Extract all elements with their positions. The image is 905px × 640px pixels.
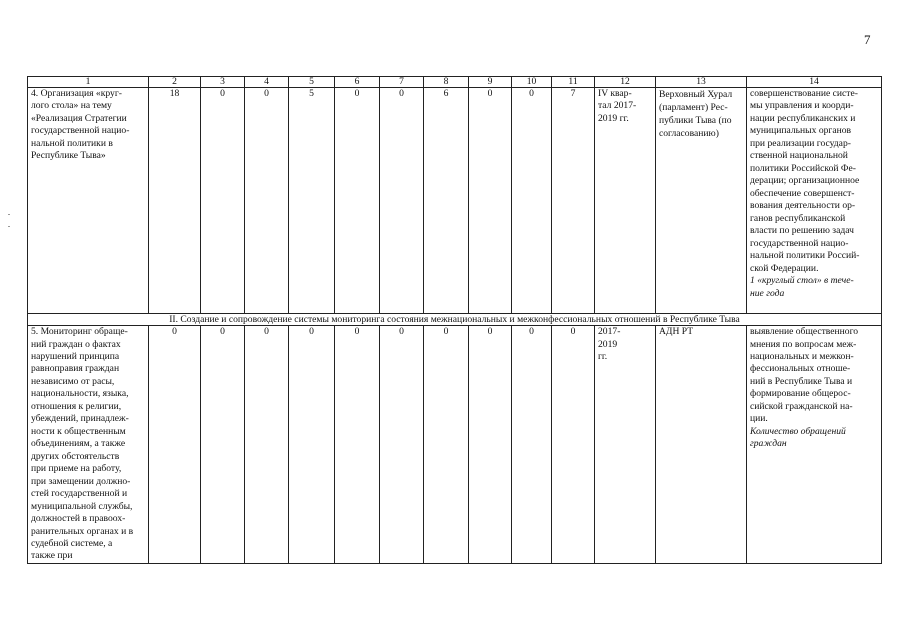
result-text: при реализации государ- — [750, 137, 851, 149]
event-text: 4. Организация «круг- — [31, 88, 122, 99]
column-number: 7 — [380, 77, 424, 88]
value-cell: 0 — [380, 88, 424, 314]
event-text: независимо от расы, — [31, 375, 115, 387]
result-text: формирование общерос- — [750, 388, 851, 400]
result-text: власти по решению задач — [750, 225, 854, 237]
executor-text: согласованию) — [659, 128, 719, 139]
result-text: мнения по вопросам меж- — [750, 338, 857, 350]
event-text: государственной нацио- — [31, 125, 130, 137]
event-text: национальности, языка, — [31, 388, 129, 400]
column-number-row — [28, 77, 882, 88]
scan-artifact — [8, 226, 10, 227]
executor-cell — [656, 326, 747, 564]
column-number: 14 — [747, 77, 882, 88]
event-text: при приеме на работу, — [31, 463, 122, 475]
period-cell — [595, 88, 656, 314]
value-cell: 5 — [289, 88, 335, 314]
indicator-text: Количество обращений — [750, 425, 846, 437]
page-number: 7 — [864, 32, 871, 47]
event-text: равноправия граждан — [31, 363, 120, 375]
result-text: политики Российской Фе- — [750, 162, 856, 174]
result-cell — [747, 326, 882, 564]
value-cell: 0 — [469, 88, 512, 314]
scan-artifact — [8, 214, 10, 215]
event-text: нальной политики в — [31, 137, 113, 149]
event-text: ний граждан о фактах — [31, 338, 121, 350]
column-number: 8 — [424, 77, 469, 88]
column-number: 11 — [552, 77, 595, 88]
period-text: гг. — [598, 350, 608, 362]
result-text: ской Федерации. — [750, 262, 819, 274]
column-number: 2 — [149, 77, 201, 88]
value-cell: 0 — [201, 88, 245, 314]
event-text: Республике Тыва» — [31, 150, 106, 162]
value-cell: 0 — [424, 326, 469, 564]
result-text: обеспечение совершенст- — [750, 187, 855, 199]
column-number: 10 — [512, 77, 552, 88]
column-number: 1 — [28, 77, 149, 88]
column-number: 3 — [201, 77, 245, 88]
indicator-text: граждан — [750, 438, 787, 450]
column-number: 6 — [335, 77, 380, 88]
event-text: также при — [31, 550, 73, 562]
event-text: должностей в правоох- — [31, 513, 126, 525]
event-text: судебной системе, а — [31, 538, 113, 549]
event-text: объединениям, а также — [31, 438, 126, 450]
event-text: при замещении должно- — [31, 475, 131, 487]
event-cell — [28, 88, 149, 314]
executor-cell — [656, 88, 747, 314]
value-cell: 0 — [469, 326, 512, 564]
value-cell: 0 — [335, 88, 380, 314]
event-text: муниципальной службы, — [31, 500, 133, 512]
event-text: нарушений принципа — [31, 350, 120, 362]
plan-table — [27, 76, 882, 564]
event-text: отношения к религии, — [31, 400, 122, 412]
period-text: 2017- — [598, 326, 621, 338]
value-cell: 7 — [552, 88, 595, 314]
column-number: 12 — [595, 77, 656, 88]
value-cell: 0 — [552, 326, 595, 564]
executor-text: АДН РТ — [659, 326, 694, 338]
value-cell: 6 — [424, 88, 469, 314]
period-text: 2019 гг. — [598, 112, 629, 124]
event-text: «Реализация Стратегии — [31, 112, 127, 124]
column-number: 5 — [289, 77, 335, 88]
result-text: ганов республиканской — [750, 212, 846, 224]
value-cell: 0 — [245, 326, 289, 564]
event-text: ности к общественным — [31, 425, 126, 437]
result-text: совершенствование систе- — [750, 88, 858, 99]
result-text: фессиональных отноше- — [750, 363, 851, 375]
result-text: ний в Республике Тыва и — [750, 375, 853, 387]
value-cell: 0 — [149, 326, 201, 564]
indicator-text: ние года — [750, 287, 785, 299]
result-cell — [747, 88, 882, 314]
period-cell — [595, 326, 656, 564]
result-text: вования деятельности ор- — [750, 200, 856, 212]
result-text: выявление общественного — [750, 326, 859, 338]
event-text: 5. Мониторинг обраще- — [31, 326, 128, 338]
event-text: ранительных органах и в — [31, 525, 134, 537]
indicator-text: 1 «круглый стол» в тече- — [750, 275, 854, 287]
event-text: других обстоятельств — [31, 450, 120, 462]
event-cell — [28, 326, 149, 564]
result-text: ции. — [750, 413, 768, 425]
column-number: 9 — [469, 77, 512, 88]
result-text: мы управления и коорди- — [750, 100, 854, 112]
value-cell: 0 — [335, 326, 380, 564]
executor-text: (парламент) Рес- — [659, 102, 728, 113]
column-number: 13 — [656, 77, 747, 88]
executor-text: Верховный Хурал — [659, 89, 733, 100]
result-text: государственной нацио- — [750, 237, 849, 249]
value-cell: 0 — [245, 88, 289, 314]
result-text: ственной национальной — [750, 150, 848, 162]
section-header-row — [28, 314, 882, 326]
result-text: сийской гражданской на- — [750, 400, 853, 412]
event-text: лого стола» на тему — [31, 100, 112, 112]
executor-text: публики Тыва (по — [659, 115, 732, 126]
table-row — [28, 326, 882, 564]
period-text: 2019 — [598, 338, 618, 350]
value-cell: 18 — [149, 88, 201, 314]
value-cell: 0 — [512, 326, 552, 564]
column-number: 4 — [245, 77, 289, 88]
period-text: IV квар- — [598, 88, 632, 99]
period-text: тал 2017- — [598, 100, 637, 112]
result-text: нации республиканских и — [750, 112, 856, 124]
section-title: II. Создание и сопровождение системы мониторинга состояния межнациональных и межконфессиональных отношений в Республике Тыва — [28, 314, 882, 326]
result-text: муниципальных органов — [750, 125, 852, 137]
value-cell: 0 — [512, 88, 552, 314]
result-text: нальной политики Россий- — [750, 250, 860, 262]
event-text: стей государственной и — [31, 488, 128, 500]
event-text: убеждений, принадлеж- — [31, 413, 129, 425]
result-text: национальных и межкон- — [750, 350, 854, 362]
result-text: дерации; организационное — [750, 175, 860, 187]
value-cell: 0 — [289, 326, 335, 564]
value-cell: 0 — [201, 326, 245, 564]
table-row — [28, 88, 882, 314]
value-cell: 0 — [380, 326, 424, 564]
